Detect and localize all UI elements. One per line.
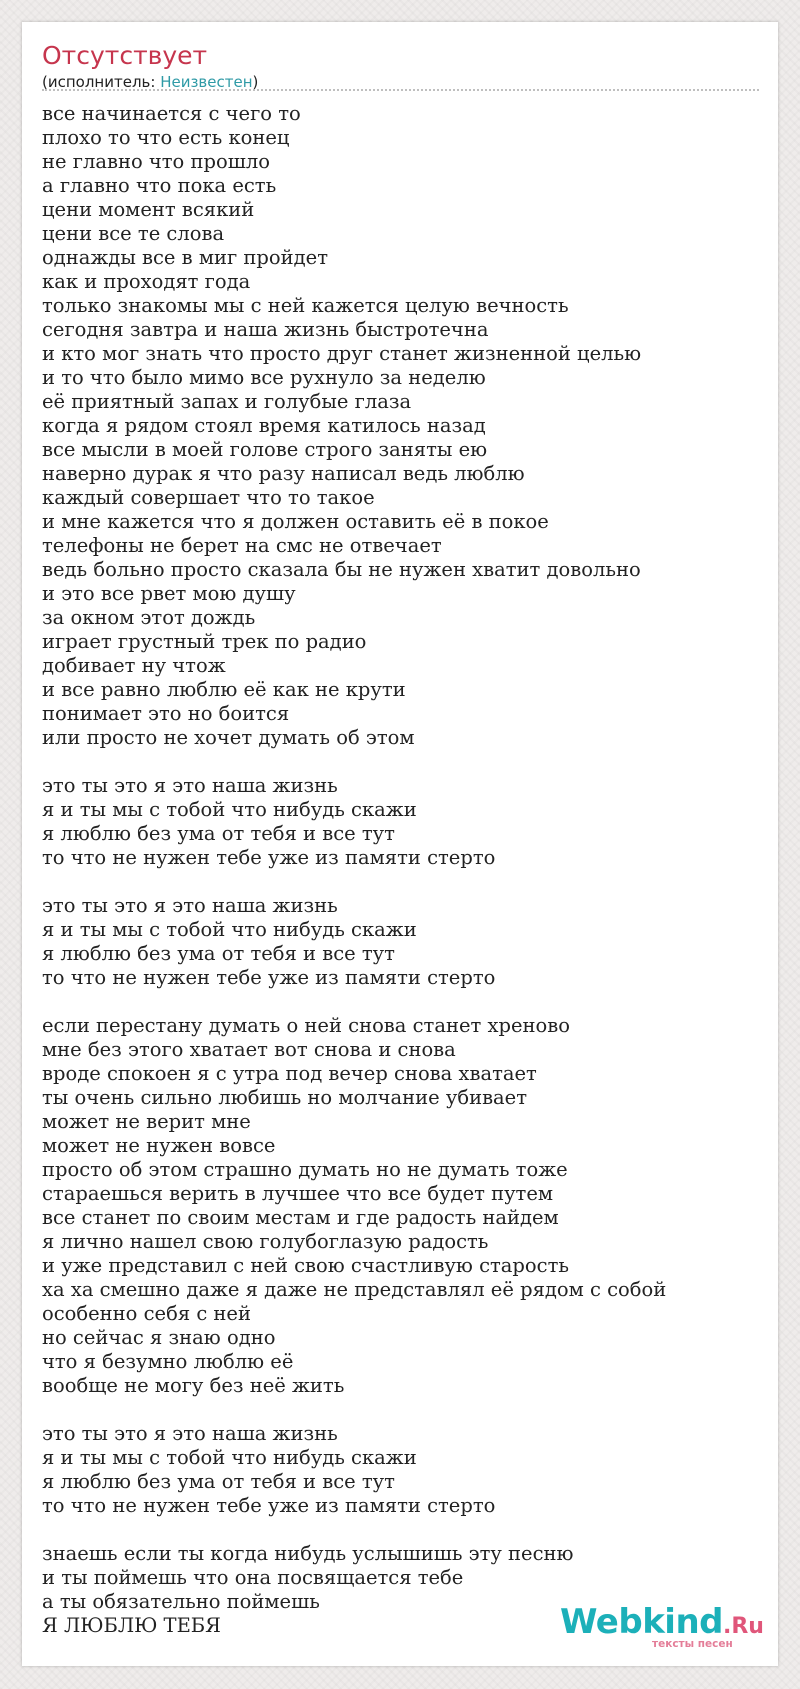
lyrics-line: то что не нужен тебе уже из памяти стерто [42,966,496,989]
lyrics-line: играет грустный трек по радио [42,630,367,653]
lyrics-line: все станет по своим местам и где радость найдем [42,1206,559,1229]
lyrics-line: и кто мог знать что просто друг станет жизненной целью [42,342,642,365]
lyrics-line: стараешься верить в лучшее что все будет путем [42,1182,554,1205]
lyrics-blank-line [42,990,762,1014]
lyrics-line: наверно дурак я что разу написал ведь люблю [42,462,525,485]
logo-brand: Webkind [560,1602,723,1642]
lyrics-line: или просто не хочет думать об этом [42,726,415,749]
lyrics-line: ведь больно просто сказала бы не нужен хватит довольно [42,558,641,581]
lyrics-line: все мысли в моей голове строго заняты ею [42,438,488,461]
artist-prefix: (исполнитель: [42,73,161,91]
lyrics-line: а ты обязательно поймешь [42,1590,320,1613]
lyrics-line: телефоны не берет на смс не отвечает [42,534,442,557]
lyrics-line: я лично нашел свою голубоглазую радость [42,1230,489,1253]
lyrics-line: знаешь если ты когда нибудь услышишь эту песню [42,1542,574,1565]
lyrics-line: и ты поймешь что она посвящается тебе [42,1566,464,1589]
lyrics-line: только знакомы мы с ней кажется целую вечность [42,294,569,317]
lyrics-line: вроде спокоен я с утра под вечер снова хватает [42,1062,537,1085]
lyrics-line: добивает ну чтож [42,654,226,677]
lyrics-line: цени все те слова [42,222,225,245]
dotted-divider [42,89,759,91]
lyrics-line: и уже представил с ней свою счастливую старость [42,1254,569,1277]
lyrics-line: особенно себя с ней [42,1302,251,1325]
lyrics-blank-line [42,870,762,894]
lyrics-line: цени момент всякий [42,198,255,221]
lyrics-line: если перестану думать о ней снова станет хреново [42,1014,570,1037]
lyrics-line: я люблю без ума от тебя и все тут [42,1470,395,1493]
lyrics-blank-line [42,750,762,774]
lyrics-line: за окном этот дождь [42,606,256,629]
lyrics-line: и это все рвет мою душу [42,582,296,605]
lyrics-line: её приятный запах и голубые глаза [42,390,412,413]
lyrics-line: все начинается с чего то [42,102,301,125]
lyrics-line: то что не нужен тебе уже из памяти стерто [42,846,496,869]
lyrics-line: но сейчас я знаю одно [42,1326,276,1349]
lyrics-line: это ты это я это наша жизнь [42,774,338,797]
lyrics-line: ха ха смешно даже я даже не представлял её рядом с собой [42,1278,667,1301]
logo-tld: .Ru [723,1614,764,1639]
artist-link[interactable]: Неизвестен [160,73,253,91]
lyrics-line: плохо то что есть конец [42,126,290,149]
lyrics-line: а главно что пока есть [42,174,277,197]
lyrics-card [22,22,778,1666]
song-title: Отсутствует [42,41,208,70]
lyrics-line: просто об этом страшно думать но не думать тоже [42,1158,568,1181]
site-logo[interactable] [560,1602,764,1662]
lyrics-line: то что не нужен тебе уже из памяти стерто [42,1494,496,1517]
artist-suffix: ) [252,73,259,91]
lyrics-line: я и ты мы с тобой что нибудь скажи [42,1446,417,1469]
lyrics-line: сегодня завтра и наша жизнь быстротечна [42,318,489,341]
lyrics-line: каждый совершает что то такое [42,486,375,509]
lyrics-line: однажды все в миг пройдет [42,246,328,269]
lyrics-line: может не верит мне [42,1110,251,1133]
lyrics-line: и все равно люблю её как не крути [42,678,406,701]
lyrics-blank-line [42,1518,762,1542]
lyrics-line: это ты это я это наша жизнь [42,1422,338,1445]
lyrics-line: я люблю без ума от тебя и все тут [42,942,395,965]
lyrics-line: понимает это но боится [42,702,290,725]
logo-tagline: тексты песен [652,1638,733,1650]
lyrics-blank-line [42,1398,762,1422]
lyrics-line: я и ты мы с тобой что нибудь скажи [42,918,417,941]
lyrics-line: я люблю без ума от тебя и все тут [42,822,395,845]
lyrics-line: мне без этого хватает вот снова и снова [42,1038,456,1061]
lyrics-line: не главно что прошло [42,150,270,173]
lyrics-line: вообще не могу без неё жить [42,1374,345,1397]
lyrics-line: Я ЛЮБЛЮ ТЕБЯ [42,1614,221,1637]
lyrics-line: и то что было мимо все рухнуло за неделю [42,366,486,389]
lyrics-text [42,102,762,1638]
lyrics-line: что я безумно люблю её [42,1350,294,1373]
lyrics-line: когда я рядом стоял время катилось назад [42,414,486,437]
lyrics-line: и мне кажется что я должен оставить её в покое [42,510,549,533]
lyrics-line: это ты это я это наша жизнь [42,894,338,917]
lyrics-line: ты очень сильно любишь но молчание убивает [42,1086,528,1109]
lyrics-line: как и проходят года [42,270,251,293]
lyrics-line: может не нужен вовсе [42,1134,276,1157]
lyrics-line: я и ты мы с тобой что нибудь скажи [42,798,417,821]
